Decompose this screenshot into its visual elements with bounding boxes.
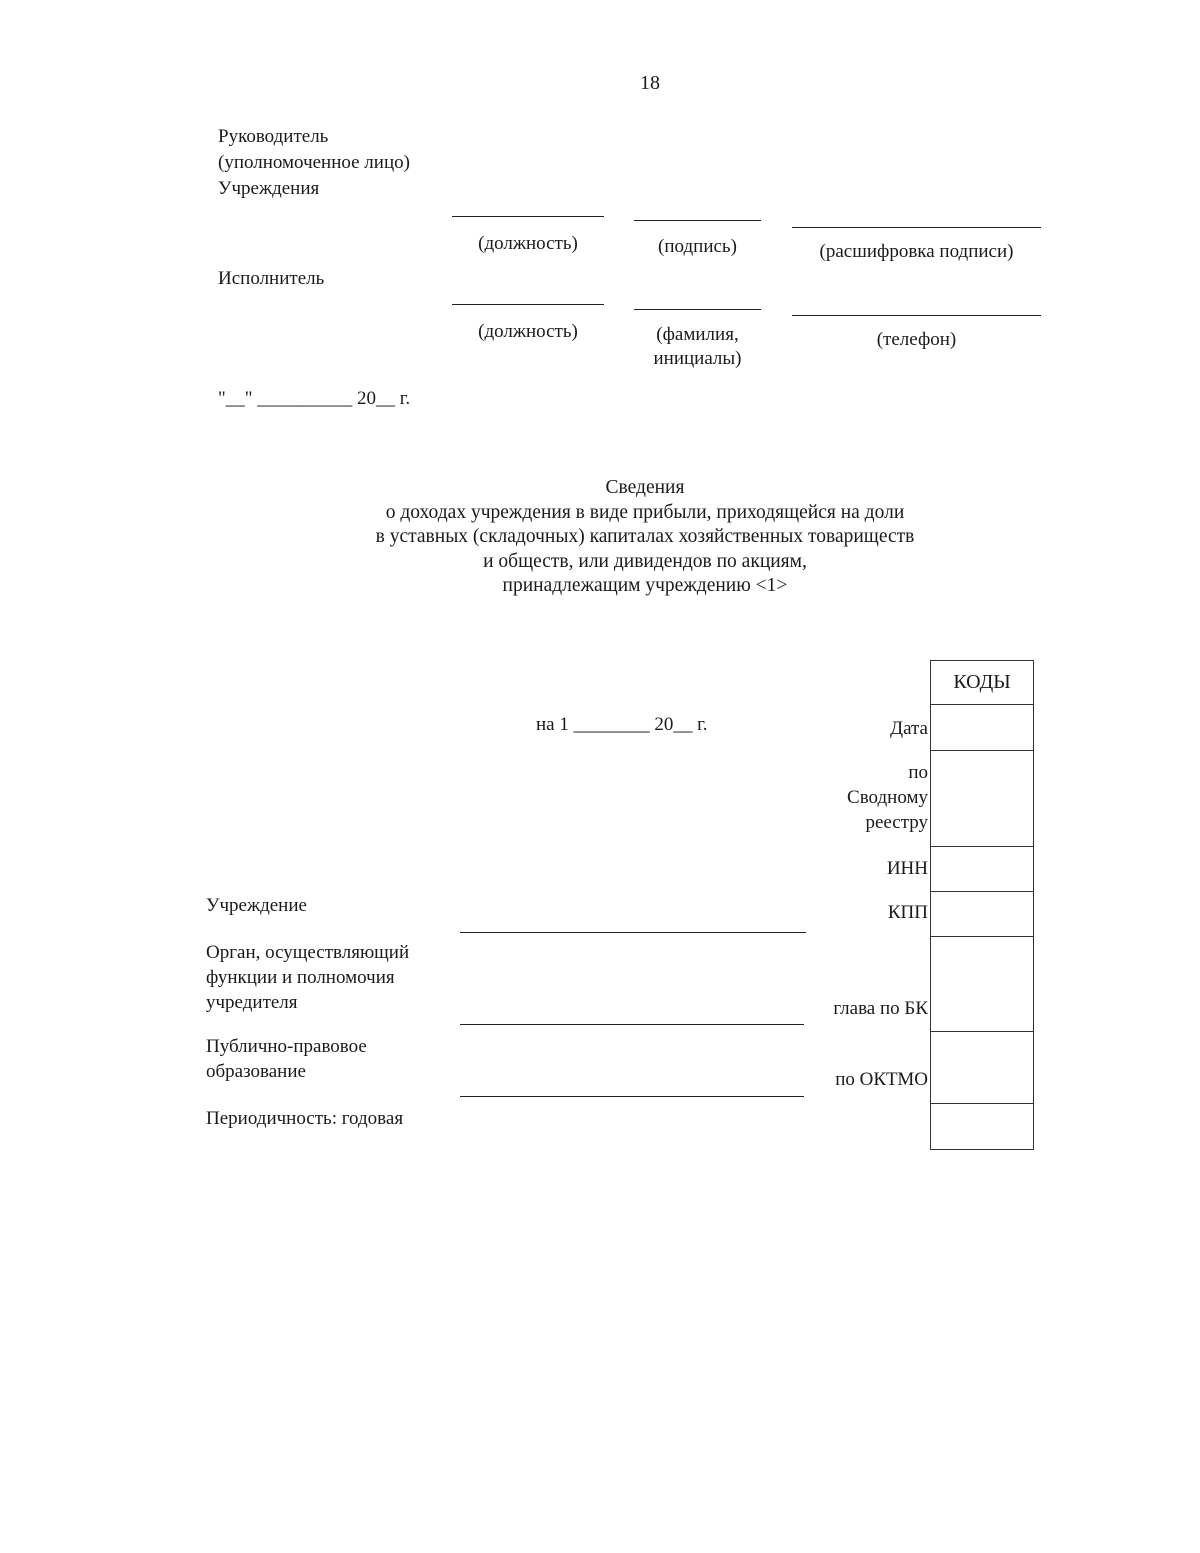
- title-line: о доходах учреждения в виде прибыли, приходящейся на доли: [385, 501, 905, 523]
- title-line: принадлежащим учреждению <1>: [502, 575, 788, 596]
- report-date: на 1 ________ 20__ г.: [536, 714, 708, 735]
- codes-table: [930, 660, 1034, 1150]
- code-cell-registry[interactable]: [931, 751, 1034, 847]
- executor-phone-line[interactable]: [792, 315, 1041, 316]
- head-decoding-line[interactable]: [792, 227, 1041, 228]
- executor-position-line[interactable]: [452, 304, 604, 305]
- field-label-founder-line: Орган, осуществляющий: [206, 942, 410, 963]
- codes-header: КОДЫ: [931, 661, 1034, 705]
- field-label-institution: Учреждение: [206, 895, 307, 916]
- code-label-registry-line: реестру: [865, 812, 928, 833]
- page-number: 18: [640, 72, 660, 94]
- code-label-inn: ИНН: [886, 858, 928, 879]
- field-label-founder-line: функции и полномочия: [206, 967, 395, 988]
- institution-line[interactable]: [460, 932, 806, 933]
- executor-name-caption-line: инициалы): [653, 348, 742, 369]
- code-label-registry-line: по: [908, 762, 928, 783]
- public-entity-line[interactable]: [460, 1096, 804, 1097]
- head-position-caption: (должность): [478, 233, 578, 254]
- title-line: Сведения: [605, 477, 685, 498]
- field-label-founder-line: учредителя: [206, 992, 298, 1013]
- executor-name-line[interactable]: [634, 309, 761, 310]
- code-label-bk: глава по БК: [833, 998, 928, 1019]
- code-label-kpp: КПП: [887, 902, 928, 923]
- document-title: [300, 476, 990, 599]
- founder-line[interactable]: [460, 1024, 804, 1025]
- head-position-line[interactable]: [452, 216, 604, 217]
- title-line: и обществ, или дивидендов по акциям,: [483, 550, 807, 572]
- head-signature-line[interactable]: [634, 220, 761, 221]
- head-decoding-caption: (расшифровка подписи): [819, 241, 1014, 262]
- code-cell-date[interactable]: [931, 705, 1034, 751]
- signature-date: "__" __________ 20__ г.: [218, 388, 411, 409]
- code-cell-periodicity[interactable]: [931, 1104, 1034, 1150]
- head-label-line: (уполномоченное лицо): [218, 152, 410, 173]
- field-label-public-entity-line: Публично-правовое: [206, 1036, 367, 1057]
- field-label-founder: [206, 940, 409, 1015]
- field-label-periodicity: Периодичность: годовая: [206, 1108, 404, 1129]
- code-label-date: Дата: [890, 718, 928, 739]
- executor-phone-caption: (телефон): [876, 329, 957, 350]
- executor-position-caption: (должность): [478, 321, 578, 342]
- executor-name-caption: [634, 323, 761, 371]
- code-label-registry: [760, 760, 928, 835]
- code-label-oktmo: по ОКТМО: [835, 1069, 928, 1090]
- title-line: в уставных (складочных) капиталах хозяйственных товариществ: [375, 526, 915, 547]
- code-label-registry-line: Сводному: [847, 787, 928, 808]
- head-label-line: Руководитель: [218, 126, 329, 147]
- head-label: [218, 124, 410, 202]
- code-cell-kpp[interactable]: [931, 892, 1034, 937]
- head-signature-caption: (подпись): [658, 236, 737, 257]
- code-cell-bk[interactable]: [931, 937, 1034, 1032]
- head-label-line: Учреждения: [218, 178, 320, 199]
- field-label-public-entity-line: образование: [206, 1061, 306, 1082]
- code-cell-oktmo[interactable]: [931, 1032, 1034, 1104]
- code-cell-inn[interactable]: [931, 847, 1034, 892]
- executor-name-caption-line: (фамилия,: [656, 324, 739, 345]
- executor-label: Исполнитель: [218, 268, 325, 289]
- field-label-public-entity: [206, 1034, 367, 1084]
